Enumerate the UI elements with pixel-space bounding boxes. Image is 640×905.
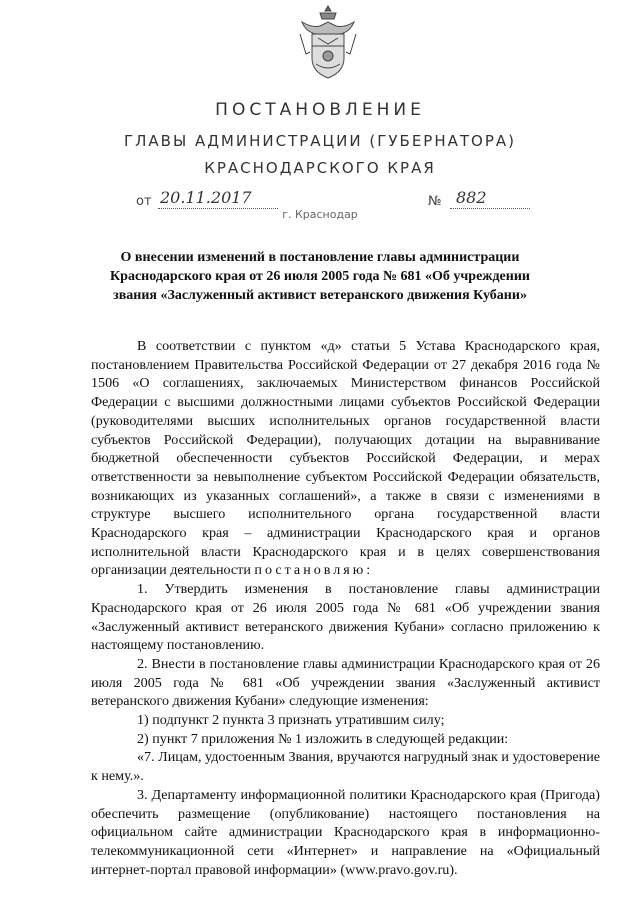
date-label: от [136,194,152,209]
number-value: 882 [456,188,487,207]
preamble-paragraph [91,337,600,580]
resolution-word: постановляю: [254,562,374,579]
quoted-clause-paragraph: «7. Лицам, удостоенным Звания, вручаются нагрудный знак и удостоверение к нему.». [91,749,600,785]
doc-type-heading: ПОСТАНОВЛЕНИЕ [215,100,425,120]
region-heading: КРАСНОДАРСКОГО КРАЯ [204,159,436,177]
item-1-paragraph: 1. Утвердить изменения в постановление главы администрации Краснодарского края от 26 июля 2005 года № 681 «Об учреждении звания «Заслуженный активист ветеранского движения Кубани» согласно приложению к настоящему постановлению. [91,581,600,654]
decree-title: О внесении изменений в постановление главы администрации Краснодарского края от 26 июля 2005 года № 681 «Об учреждении звания «Заслуженный активист ветеранского движения Кубани» [110,250,530,303]
issuer-heading: ГЛАВЫ АДМИНИСТРАЦИИ (ГУБЕРНАТОРА) [123,132,517,150]
coat-of-arms-emblem [296,4,360,82]
preamble-text: В соответствии с пунктом «д» статьи 5 Устава Краснодарского края, постановлением Правительства Российской Федерации от 27 декабря 2016 года № 1506 «О соглашениях, заключаемых Министерством финансов Российской Федерации с высшими должностными лицами субъектов Российской Федерации (руководителями высших исполнительных органов государственной власти субъектов Российской Федерации), получающих дотации на выравнивание бюджетной обеспеченности субъектов Российской Федерации, и мерах ответственности за невыполнение субъектом Российской Федерации обязательств, возникающих из указанных соглашений», а также в связи с изменениями в структуре высшего исполнительного органа государственной власти Краснодарского края – администрации Краснодарского края и органов исполнительной власти Краснодарского края и в целях совершенствования организации деятельности [91,338,600,579]
city-label: г. Краснодар [282,208,358,221]
decree-body [91,337,600,879]
subitem-2-paragraph: 2) пункт 7 приложения № 1 изложить в следующей редакции: [137,730,509,747]
subitem-1-paragraph: 1) подпункт 2 пункта 3 признать утратившим силу; [137,712,445,729]
date-value: 20.11.2017 [160,188,252,207]
number-label: № [428,194,442,209]
item-3-paragraph: 3. Департаменту информационной политики Краснодарского края (Пригода) обеспечить размещение (опубликование) настоящего постановления на официальном сайте администрации Краснодарского края в информационно-телекоммуникационной сети «Интернет» и направление на «Официальный интернет-портал правовой информации» (www.pravo.gov.ru). [91,786,600,878]
item-2-paragraph: 2. Внести в постановление главы администрации Краснодарского края от 26 июля 2005 года № 681 «Об учреждении звания «Заслуженный активист ветеранского движения Кубани» следующие изменения: [91,655,600,710]
